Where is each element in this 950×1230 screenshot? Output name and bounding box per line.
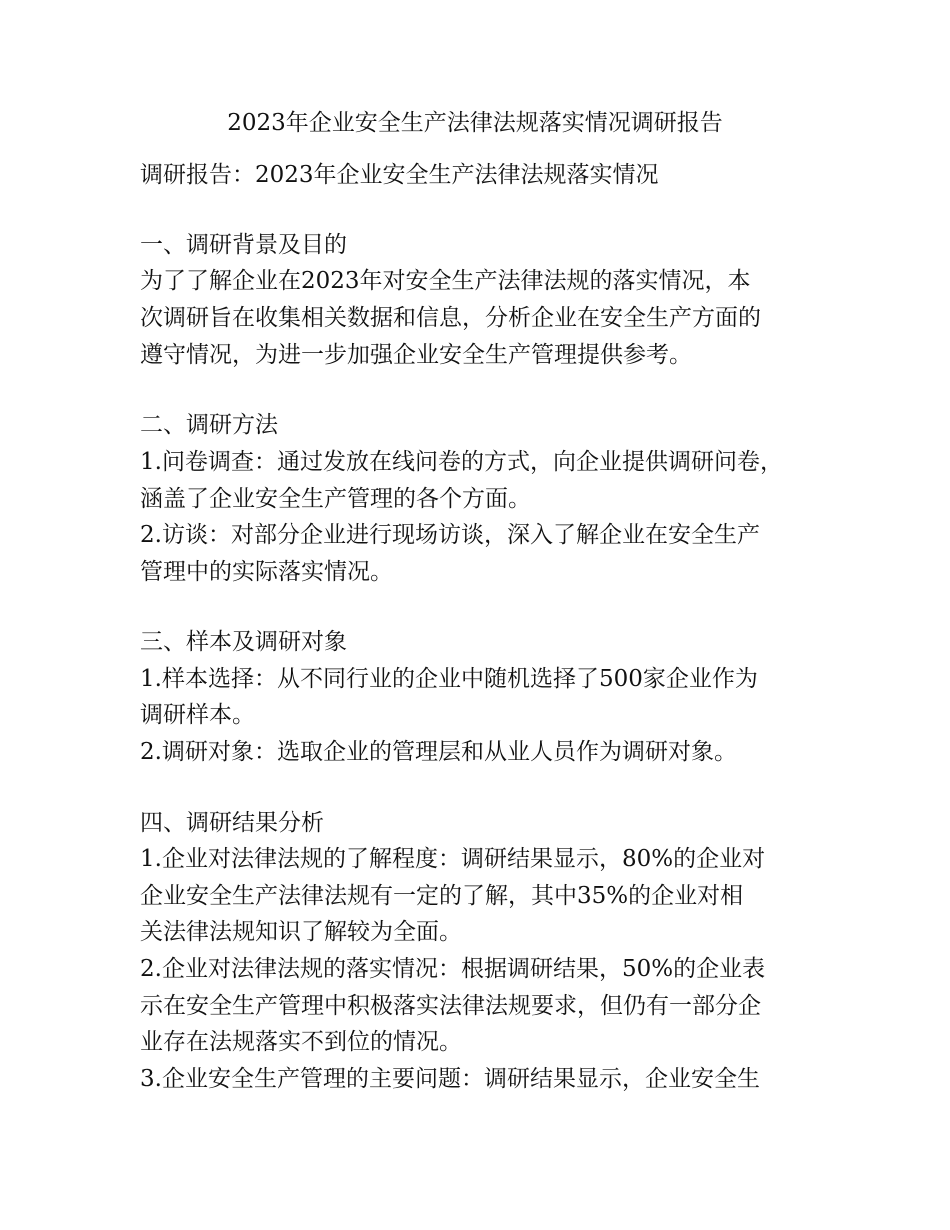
paragraph-line: 涵盖了企业安全生产管理的各个方面。 bbox=[140, 486, 531, 512]
paragraph-line: 1.企业对法律法规的了解程度：调研结果显示，80%的企业对 bbox=[140, 846, 766, 872]
paragraph-line: 次调研旨在收集相关数据和信息，分析企业在安全生产方面的 bbox=[140, 305, 761, 331]
paragraph-line: 2.访谈：对部分企业进行现场访谈，深入了解企业在安全生产 bbox=[140, 522, 760, 548]
section-heading-background: 一、调研背景及目的 bbox=[140, 232, 347, 258]
document-subtitle: 调研报告：2023年企业安全生产法律法规落实情况 bbox=[140, 162, 659, 188]
paragraph-line: 1.样本选择：从不同行业的企业中随机选择了500家企业作为 bbox=[140, 666, 758, 692]
paragraph-line: 3.企业安全生产管理的主要问题：调研结果显示，企业安全生 bbox=[140, 1066, 760, 1092]
paragraph-line: 示在安全生产管理中积极落实法律法规要求，但仍有一部分企 bbox=[140, 993, 761, 1019]
paragraph-line: 2.企业对法律法规的落实情况：根据调研结果，50%的企业表 bbox=[140, 956, 766, 982]
paragraph-line: 2.调研对象：选取企业的管理层和从业人员作为调研对象。 bbox=[140, 739, 737, 765]
paragraph-line: 为了了解企业在2023年对安全生产法律法规的落实情况，本 bbox=[140, 268, 751, 294]
paragraph-line: 遵守情况，为进一步加强企业安全生产管理提供参考。 bbox=[140, 342, 692, 368]
paragraph-line: 管理中的实际落实情况。 bbox=[140, 559, 393, 585]
paragraph-line: 1.问卷调查：通过发放在线问卷的方式，向企业提供调研问卷， bbox=[140, 449, 783, 475]
section-heading-results: 四、调研结果分析 bbox=[140, 810, 324, 836]
paragraph-line: 调研样本。 bbox=[140, 702, 255, 728]
paragraph-line: 企业安全生产法律法规有一定的了解，其中35%的企业对相 bbox=[140, 883, 744, 909]
document-title: 2023年企业安全生产法律法规落实情况调研报告 bbox=[227, 110, 723, 136]
paragraph-line: 业存在法规落实不到位的情况。 bbox=[140, 1029, 462, 1055]
paragraph-line: 关法律法规知识了解较为全面。 bbox=[140, 919, 462, 945]
section-heading-methods: 二、调研方法 bbox=[140, 412, 278, 438]
section-heading-sample: 三、样本及调研对象 bbox=[140, 629, 347, 655]
